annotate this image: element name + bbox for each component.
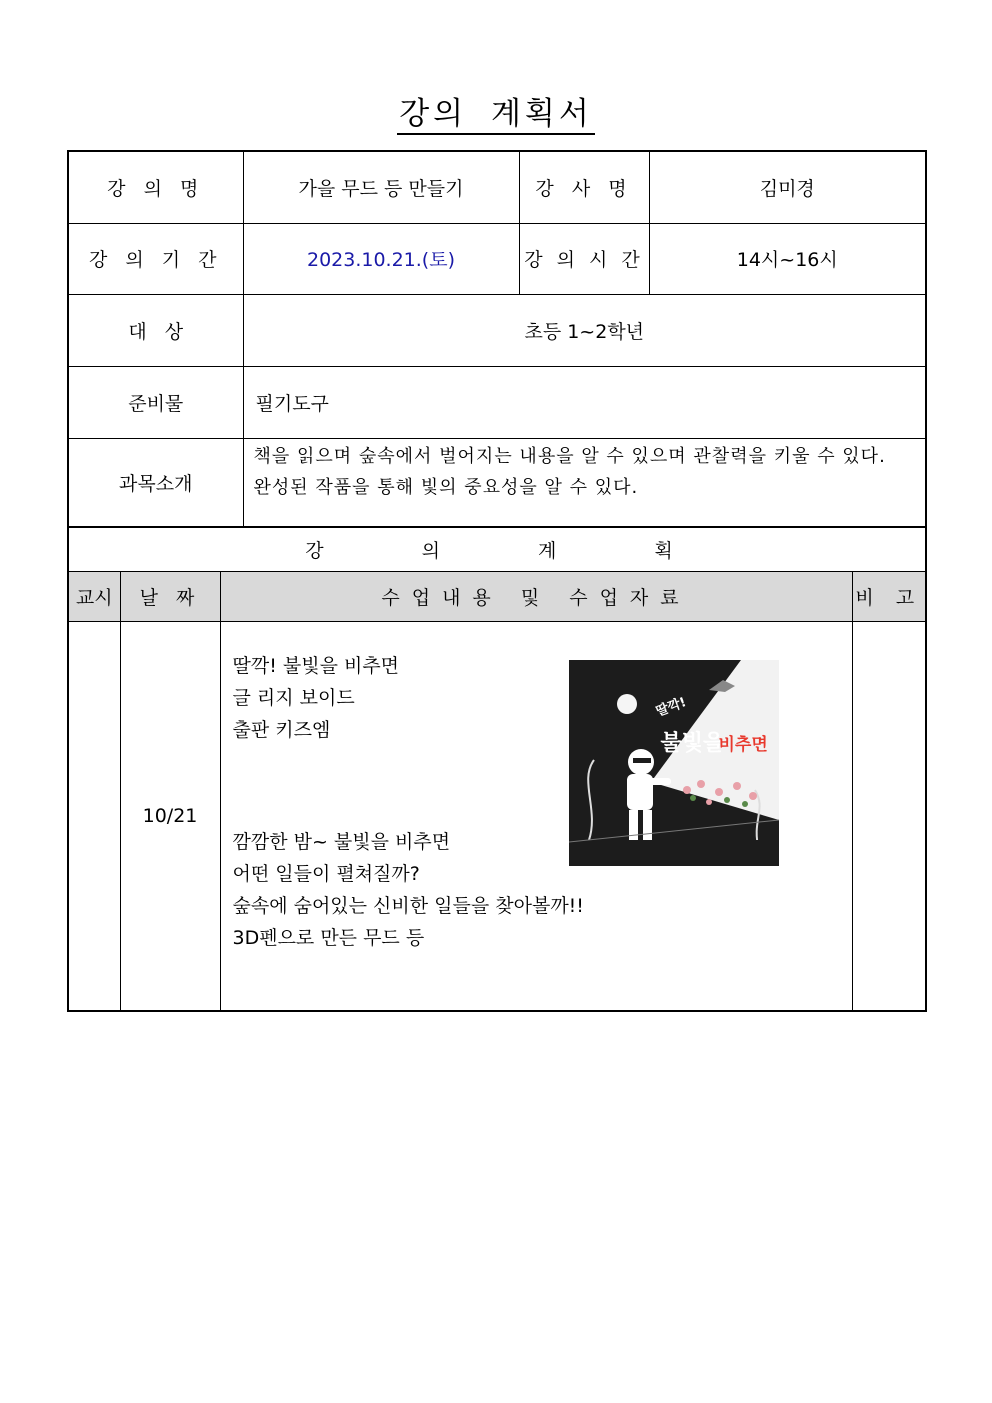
instructor-value: 김미경 bbox=[649, 151, 926, 223]
lecture-name-value: 가을 무드 등 만들기 bbox=[243, 151, 519, 223]
intro-line-2: 완성된 작품을 통해 빛의 중요성을 알 수 있다. bbox=[253, 476, 639, 498]
intro-label: 과목소개 bbox=[68, 438, 243, 527]
document-title: 강의 계획서 bbox=[397, 96, 595, 135]
cover-title-part3: 비추면 bbox=[718, 734, 768, 755]
row-content bbox=[220, 621, 852, 1011]
content-line: 어떤 일들이 펼쳐질까? bbox=[232, 862, 420, 885]
lesson-description bbox=[233, 826, 584, 954]
time-value: 14시~16시 bbox=[649, 223, 926, 294]
period-label: 강 의 기 간 bbox=[68, 223, 243, 294]
time-label: 강 의 시 간 bbox=[519, 223, 649, 294]
header-date: 날 짜 bbox=[120, 571, 220, 621]
header-content: 수업내용 및 수업자료 bbox=[220, 571, 852, 621]
row-period bbox=[68, 621, 120, 1011]
row-date: 10/21 bbox=[120, 621, 220, 1011]
cover-title-part1: 딸깍! bbox=[653, 694, 688, 720]
header-period: 교시 bbox=[68, 571, 120, 621]
flashlight-beam-illustration bbox=[569, 660, 779, 866]
book-cover-image bbox=[569, 660, 779, 866]
content-line: 3D펜으로 만든 무드 등 bbox=[232, 926, 425, 949]
document-title-wrap bbox=[0, 88, 992, 133]
materials-value: 필기도구 bbox=[243, 366, 926, 438]
content-line: 출판 키즈엠 bbox=[232, 718, 331, 741]
info-table bbox=[67, 150, 927, 528]
header-note: 비 고 bbox=[852, 571, 926, 621]
moon-icon bbox=[617, 694, 637, 714]
book-info bbox=[233, 650, 400, 746]
materials-label: 준비물 bbox=[68, 366, 243, 438]
lecture-name-label: 강 의 명 bbox=[68, 151, 243, 223]
content-line: 딸깍! 불빛을 비추면 bbox=[232, 654, 400, 677]
row-note bbox=[852, 621, 926, 1011]
period-value: 2023.10.21.(토) bbox=[243, 223, 519, 294]
content-line: 숲속에 숨어있는 신비한 일들을 찾아볼까!! bbox=[232, 894, 584, 917]
table-row bbox=[68, 621, 926, 1011]
intro-line-1: 책을 읽으며 숲속에서 벌어지는 내용을 알 수 있으며 관찰력을 키울 수 있다. bbox=[253, 445, 886, 467]
intro-value bbox=[243, 438, 926, 527]
content-line: 깜깜한 밤~ 불빛을 비추면 bbox=[232, 830, 451, 853]
plan-table bbox=[67, 526, 927, 1012]
target-value: 초등 1~2학년 bbox=[243, 294, 926, 366]
content-line: 글 리지 보이드 bbox=[232, 686, 355, 709]
instructor-label: 강 사 명 bbox=[519, 151, 649, 223]
cover-title-part2: 불빛을 bbox=[660, 730, 725, 756]
plan-section-title: 강 의 계 획 bbox=[68, 527, 926, 571]
target-label: 대 상 bbox=[68, 294, 243, 366]
